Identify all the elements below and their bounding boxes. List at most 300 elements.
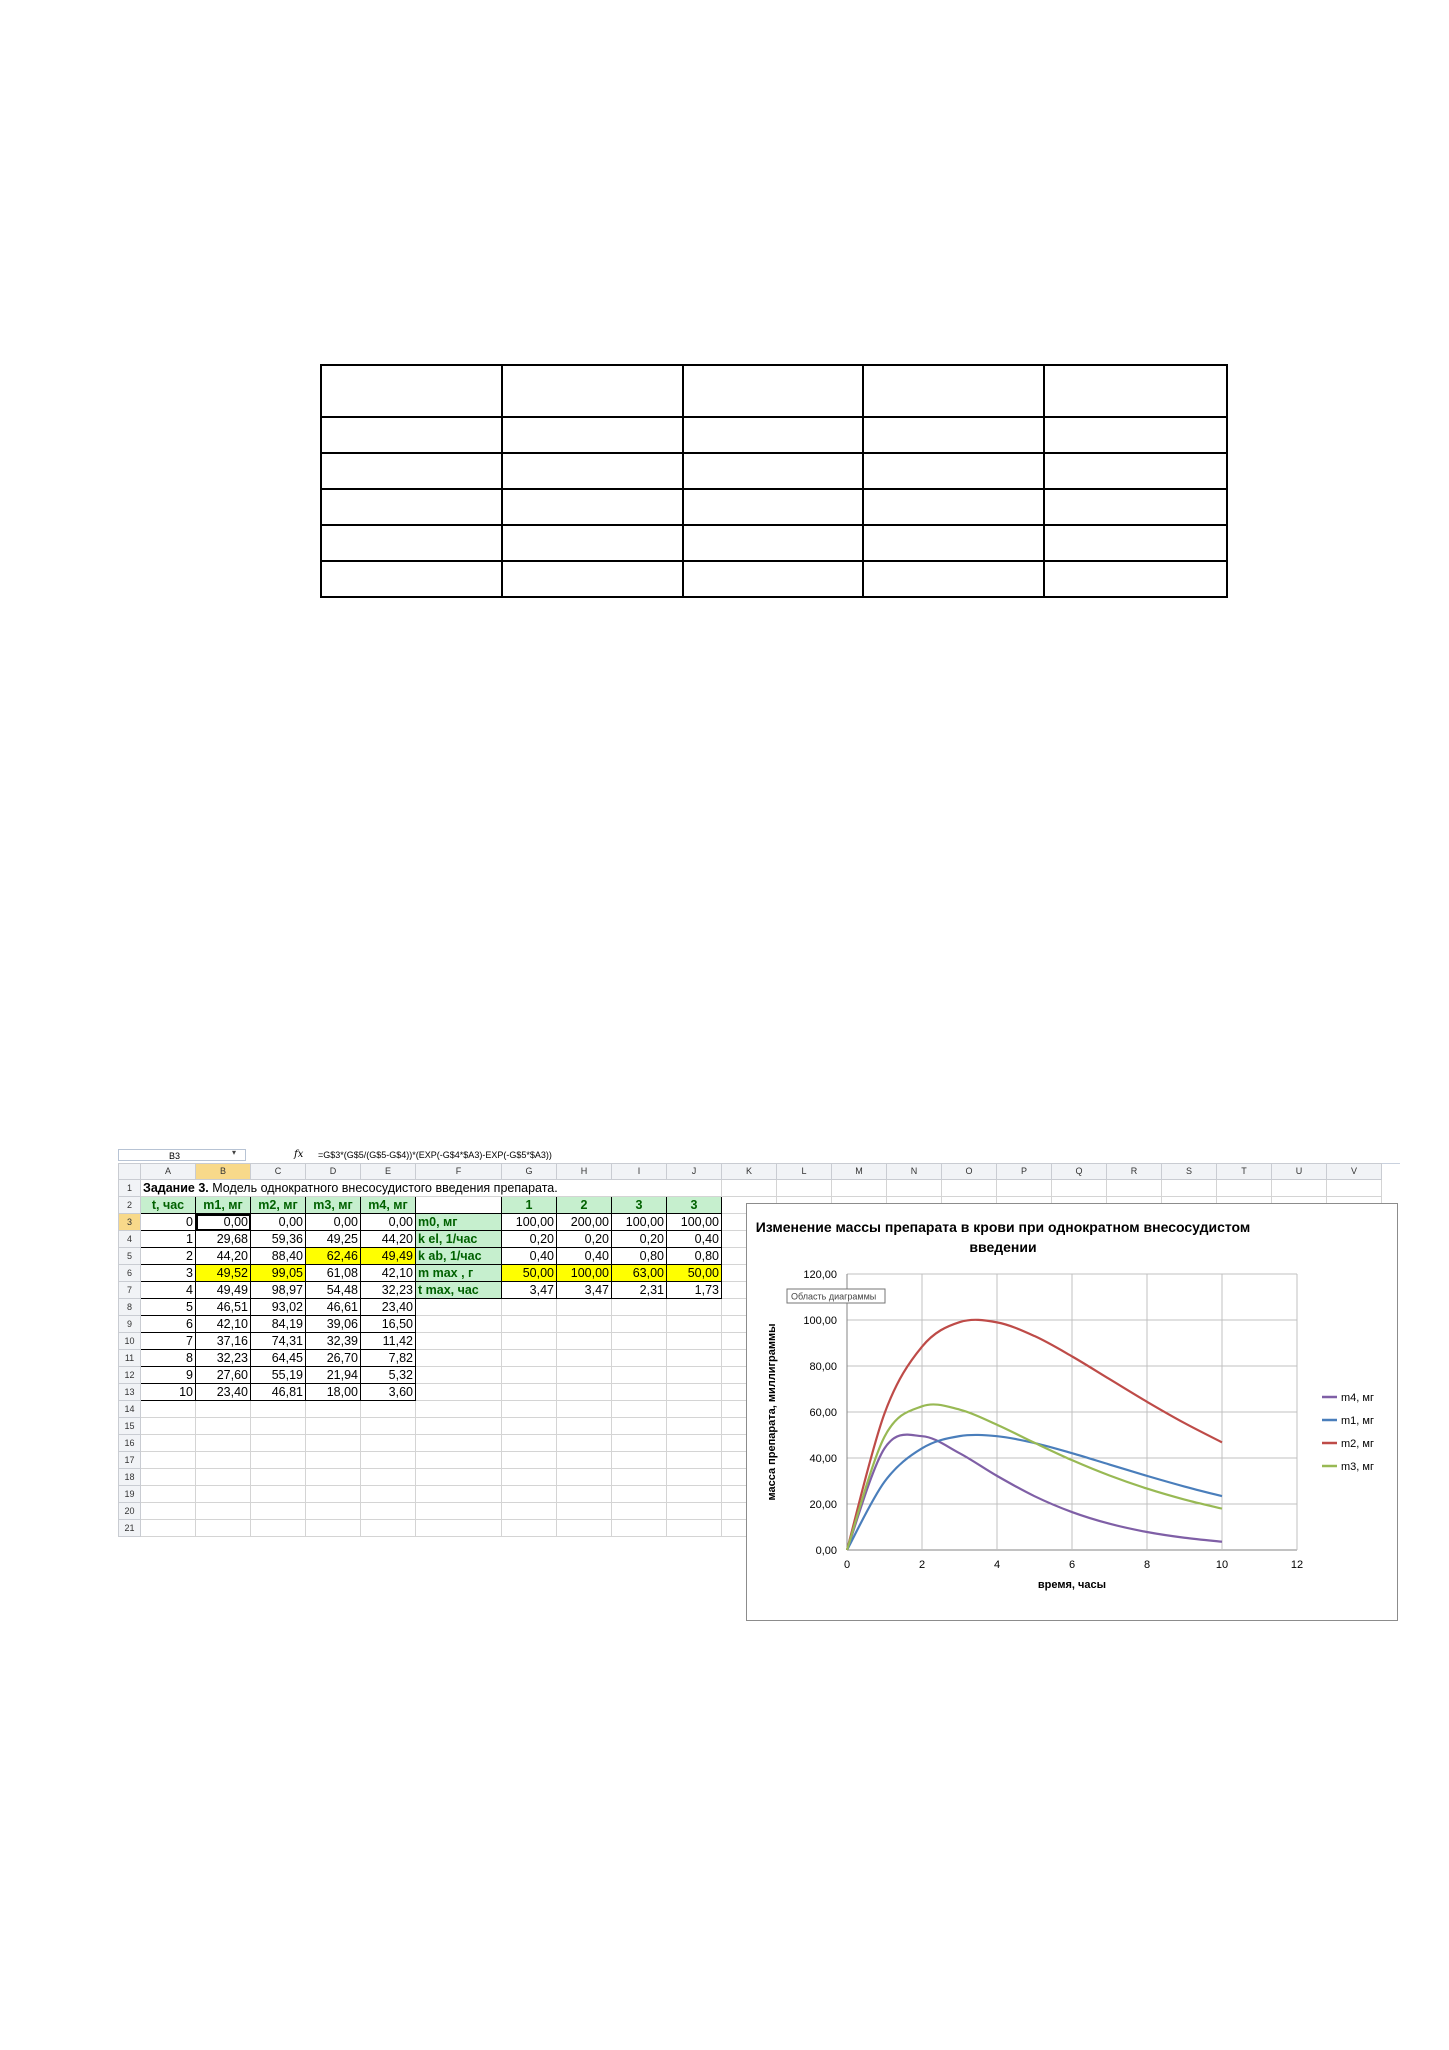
data-cell[interactable]: 0,00 [306, 1214, 361, 1231]
cell[interactable] [141, 1469, 196, 1486]
cell[interactable] [1052, 1180, 1107, 1197]
cell[interactable] [667, 1333, 722, 1350]
cell[interactable] [832, 1180, 887, 1197]
cell[interactable] [1162, 1180, 1217, 1197]
data-cell[interactable]: 61,08 [306, 1265, 361, 1282]
series-line [847, 1435, 1222, 1550]
cell[interactable] [557, 1503, 612, 1520]
param-value[interactable]: 50,00 [667, 1265, 722, 1282]
data-cell[interactable]: 84,19 [251, 1316, 306, 1333]
cell[interactable] [361, 1418, 416, 1435]
sheet-title[interactable] [141, 1180, 722, 1197]
cell[interactable] [557, 1486, 612, 1503]
column-header[interactable]: K [722, 1164, 777, 1180]
cell[interactable] [502, 1469, 557, 1486]
empty-cell [321, 525, 502, 561]
cell[interactable] [502, 1520, 557, 1537]
cell[interactable] [777, 1180, 832, 1197]
data-cell[interactable]: 49,49 [361, 1248, 416, 1265]
y-tick-label: 60,00 [809, 1407, 837, 1419]
param-value[interactable]: 0,20 [557, 1231, 612, 1248]
column-header[interactable]: P [997, 1164, 1052, 1180]
cell[interactable] [557, 1452, 612, 1469]
cell[interactable] [502, 1486, 557, 1503]
row-header[interactable]: 19 [119, 1486, 141, 1503]
column-header[interactable]: T [1217, 1164, 1272, 1180]
cell[interactable] [887, 1180, 942, 1197]
cell[interactable] [196, 1520, 251, 1537]
param-value[interactable]: 0,20 [612, 1231, 667, 1248]
data-cell[interactable]: 16,50 [361, 1316, 416, 1333]
column-header[interactable]: D [306, 1164, 361, 1180]
cell[interactable] [612, 1333, 667, 1350]
cell[interactable] [141, 1486, 196, 1503]
data-cell[interactable]: 18,00 [306, 1384, 361, 1401]
cell[interactable] [612, 1384, 667, 1401]
table-header-cell[interactable]: m4, мг [361, 1197, 416, 1214]
table-header-cell[interactable]: m2, мг [251, 1197, 306, 1214]
column-header[interactable]: E [361, 1164, 416, 1180]
empty-cell [1044, 489, 1227, 525]
column-header[interactable]: F [416, 1164, 502, 1180]
row-header[interactable]: 5 [119, 1248, 141, 1265]
data-cell[interactable]: 42,10 [361, 1265, 416, 1282]
cell[interactable] [667, 1418, 722, 1435]
data-cell[interactable]: 23,40 [361, 1299, 416, 1316]
cell[interactable] [667, 1384, 722, 1401]
cell[interactable] [557, 1367, 612, 1384]
cell[interactable] [502, 1299, 557, 1316]
cell[interactable] [612, 1503, 667, 1520]
param-value[interactable]: 2,31 [612, 1282, 667, 1299]
cell[interactable] [612, 1418, 667, 1435]
column-header[interactable]: S [1162, 1164, 1217, 1180]
cell[interactable] [416, 1520, 502, 1537]
cell[interactable] [416, 1469, 502, 1486]
data-cell[interactable]: 32,23 [196, 1350, 251, 1367]
param-value[interactable]: 100,00 [667, 1214, 722, 1231]
row-header[interactable]: 9 [119, 1316, 141, 1333]
cell[interactable] [1327, 1180, 1382, 1197]
cell[interactable] [306, 1486, 361, 1503]
param-value[interactable]: 0,40 [667, 1231, 722, 1248]
column-header[interactable]: V [1327, 1164, 1382, 1180]
empty-table-row [321, 525, 1227, 561]
cell[interactable] [667, 1435, 722, 1452]
column-header[interactable]: I [612, 1164, 667, 1180]
data-cell[interactable]: 46,81 [251, 1384, 306, 1401]
empty-cell [502, 561, 683, 597]
param-label[interactable]: k el, 1/час [416, 1231, 502, 1248]
data-cell[interactable]: 21,94 [306, 1367, 361, 1384]
data-cell[interactable]: 49,25 [306, 1231, 361, 1248]
column-header[interactable]: B [196, 1164, 251, 1180]
data-cell[interactable]: 29,68 [196, 1231, 251, 1248]
param-label[interactable]: t max, час [416, 1282, 502, 1299]
column-header[interactable]: Q [1052, 1164, 1107, 1180]
data-cell[interactable]: 3 [141, 1265, 196, 1282]
cell[interactable] [306, 1435, 361, 1452]
param-value[interactable]: 1,73 [667, 1282, 722, 1299]
cell[interactable] [1272, 1180, 1327, 1197]
cell[interactable] [361, 1401, 416, 1418]
cell[interactable] [416, 1486, 502, 1503]
cell[interactable] [557, 1384, 612, 1401]
table-header-cell[interactable]: m1, мг [196, 1197, 251, 1214]
cell[interactable] [667, 1503, 722, 1520]
param-value[interactable]: 200,00 [557, 1214, 612, 1231]
data-cell[interactable]: 8 [141, 1350, 196, 1367]
cell[interactable] [502, 1316, 557, 1333]
empty-cell [683, 417, 863, 453]
data-cell[interactable]: 88,40 [251, 1248, 306, 1265]
cell[interactable] [416, 1384, 502, 1401]
cell[interactable] [196, 1435, 251, 1452]
row-header[interactable]: 13 [119, 1384, 141, 1401]
row-header[interactable]: 10 [119, 1333, 141, 1350]
cell[interactable] [502, 1384, 557, 1401]
cell[interactable] [557, 1435, 612, 1452]
param-value[interactable]: 0,80 [612, 1248, 667, 1265]
cell[interactable] [502, 1367, 557, 1384]
data-cell[interactable]: 32,23 [361, 1282, 416, 1299]
column-header[interactable]: M [832, 1164, 887, 1180]
cell[interactable] [306, 1503, 361, 1520]
title-text: Модель однократного внесосудистого введения препарата. [208, 1181, 558, 1195]
cell[interactable] [502, 1401, 557, 1418]
cell[interactable] [667, 1520, 722, 1537]
empty-cell [863, 561, 1044, 597]
data-cell[interactable]: 0 [141, 1214, 196, 1231]
data-cell[interactable]: 74,31 [251, 1333, 306, 1350]
cell[interactable] [251, 1401, 306, 1418]
data-cell[interactable]: 26,70 [306, 1350, 361, 1367]
column-header[interactable]: O [942, 1164, 997, 1180]
y-tick-label: 0,00 [815, 1545, 837, 1557]
param-value[interactable]: 0,80 [667, 1248, 722, 1265]
data-cell[interactable]: 32,39 [306, 1333, 361, 1350]
cell[interactable] [251, 1469, 306, 1486]
data-cell[interactable]: 9 [141, 1367, 196, 1384]
param-value[interactable]: 100,00 [557, 1265, 612, 1282]
cell[interactable] [557, 1401, 612, 1418]
param-label[interactable]: m max , г [416, 1265, 502, 1282]
row-header[interactable]: 14 [119, 1401, 141, 1418]
cell[interactable] [557, 1520, 612, 1537]
row-header[interactable]: 15 [119, 1418, 141, 1435]
function-icon[interactable]: fx [294, 1149, 304, 1160]
param-header-cell[interactable]: 3 [667, 1197, 722, 1214]
y-tick-label: 40,00 [809, 1453, 837, 1465]
cell[interactable] [251, 1503, 306, 1520]
cell[interactable] [361, 1486, 416, 1503]
cell[interactable] [557, 1350, 612, 1367]
cell[interactable] [306, 1469, 361, 1486]
param-value[interactable]: 100,00 [502, 1214, 557, 1231]
empty-cell [502, 489, 683, 525]
data-cell[interactable]: 7,82 [361, 1350, 416, 1367]
data-cell[interactable]: 23,40 [196, 1384, 251, 1401]
data-cell[interactable]: 54,48 [306, 1282, 361, 1299]
column-header[interactable]: G [502, 1164, 557, 1180]
data-cell[interactable]: 44,20 [361, 1231, 416, 1248]
cell[interactable] [1217, 1180, 1272, 1197]
row-header[interactable]: 4 [119, 1231, 141, 1248]
cell[interactable] [612, 1316, 667, 1333]
cell[interactable] [612, 1350, 667, 1367]
row-header[interactable]: 18 [119, 1469, 141, 1486]
cell[interactable] [557, 1299, 612, 1316]
data-cell[interactable]: 49,52 [196, 1265, 251, 1282]
spreadsheet-screenshot [118, 1148, 1400, 1622]
cell[interactable] [612, 1520, 667, 1537]
column-header[interactable]: L [777, 1164, 832, 1180]
empty-cell [502, 453, 683, 489]
row-header[interactable]: 3 [119, 1214, 141, 1231]
cell[interactable] [667, 1316, 722, 1333]
cell[interactable] [196, 1452, 251, 1469]
row-header[interactable]: 17 [119, 1452, 141, 1469]
chart-area[interactable] [746, 1203, 1398, 1621]
empty-cell [683, 525, 863, 561]
row-header[interactable]: 20 [119, 1503, 141, 1520]
data-cell[interactable]: 44,20 [196, 1248, 251, 1265]
cell[interactable] [306, 1452, 361, 1469]
cell[interactable] [997, 1180, 1052, 1197]
cell[interactable] [251, 1435, 306, 1452]
row-header[interactable]: 11 [119, 1350, 141, 1367]
cell[interactable] [251, 1486, 306, 1503]
legend-label: m1, мг [1341, 1415, 1374, 1427]
data-cell[interactable]: 37,16 [196, 1333, 251, 1350]
cell[interactable] [416, 1452, 502, 1469]
cell[interactable] [141, 1401, 196, 1418]
cell[interactable] [612, 1367, 667, 1384]
param-header-cell[interactable]: 2 [557, 1197, 612, 1214]
x-axis-label: время, часы [1037, 1579, 1107, 1591]
cell[interactable] [251, 1452, 306, 1469]
cell[interactable] [416, 1333, 502, 1350]
cell[interactable] [557, 1418, 612, 1435]
data-cell[interactable]: 62,46 [306, 1248, 361, 1265]
cell[interactable] [251, 1418, 306, 1435]
data-cell[interactable]: 10 [141, 1384, 196, 1401]
data-cell[interactable]: 59,36 [251, 1231, 306, 1248]
data-cell[interactable]: 0,00 [361, 1214, 416, 1231]
data-cell[interactable]: 5 [141, 1299, 196, 1316]
cell[interactable] [196, 1418, 251, 1435]
param-value[interactable]: 3,47 [502, 1282, 557, 1299]
cell[interactable] [196, 1503, 251, 1520]
legend-label: m3, мг [1341, 1461, 1374, 1473]
data-cell[interactable]: 5,32 [361, 1367, 416, 1384]
cell[interactable] [722, 1180, 777, 1197]
data-cell[interactable]: 0,00 [251, 1214, 306, 1231]
empty-cell [863, 453, 1044, 489]
cell[interactable] [416, 1435, 502, 1452]
cell[interactable] [196, 1469, 251, 1486]
empty-cell [863, 489, 1044, 525]
data-cell[interactable]: 3,60 [361, 1384, 416, 1401]
data-cell[interactable]: 4 [141, 1282, 196, 1299]
cell[interactable] [667, 1469, 722, 1486]
empty-cell [502, 417, 683, 453]
cell[interactable] [667, 1367, 722, 1384]
empty-cell [502, 525, 683, 561]
cell[interactable] [196, 1401, 251, 1418]
column-header[interactable]: U [1272, 1164, 1327, 1180]
data-cell[interactable]: 6 [141, 1316, 196, 1333]
cell[interactable] [361, 1503, 416, 1520]
param-value[interactable]: 0,20 [502, 1231, 557, 1248]
cell[interactable] [667, 1401, 722, 1418]
cell[interactable] [612, 1299, 667, 1316]
cell[interactable] [141, 1452, 196, 1469]
x-tick-label: 12 [1290, 1559, 1304, 1571]
column-header-row [119, 1164, 1382, 1180]
cell[interactable] [141, 1435, 196, 1452]
cell[interactable] [361, 1452, 416, 1469]
cell[interactable] [612, 1486, 667, 1503]
cell[interactable] [141, 1520, 196, 1537]
column-header[interactable]: R [1107, 1164, 1162, 1180]
param-value[interactable]: 63,00 [612, 1265, 667, 1282]
row-header[interactable]: 2 [119, 1197, 141, 1214]
cell[interactable] [667, 1452, 722, 1469]
x-tick-label: 4 [993, 1559, 1001, 1571]
sheet-row [119, 1180, 1382, 1197]
column-header[interactable]: H [557, 1164, 612, 1180]
column-header[interactable]: A [141, 1164, 196, 1180]
data-cell[interactable]: 7 [141, 1333, 196, 1350]
column-header[interactable]: N [887, 1164, 942, 1180]
data-cell[interactable]: 49,49 [196, 1282, 251, 1299]
cell[interactable] [502, 1418, 557, 1435]
cell[interactable] [361, 1520, 416, 1537]
data-cell[interactable]: 1 [141, 1231, 196, 1248]
cell[interactable] [1107, 1180, 1162, 1197]
empty-cell [502, 365, 683, 417]
data-cell[interactable]: 98,97 [251, 1282, 306, 1299]
cell[interactable] [141, 1418, 196, 1435]
cell[interactable] [557, 1469, 612, 1486]
data-cell[interactable]: 46,51 [196, 1299, 251, 1316]
row-header[interactable]: 7 [119, 1282, 141, 1299]
cell[interactable] [416, 1197, 502, 1214]
cell[interactable] [141, 1503, 196, 1520]
column-header[interactable]: C [251, 1164, 306, 1180]
param-header-cell[interactable]: 3 [612, 1197, 667, 1214]
cell[interactable] [416, 1401, 502, 1418]
x-tick-label: 8 [1143, 1559, 1151, 1571]
data-cell[interactable]: 39,06 [306, 1316, 361, 1333]
cell[interactable] [416, 1367, 502, 1384]
cell[interactable] [612, 1435, 667, 1452]
cell[interactable] [502, 1435, 557, 1452]
data-cell[interactable]: 27,60 [196, 1367, 251, 1384]
empty-table-row [321, 561, 1227, 597]
x-tick-label: 0 [843, 1559, 851, 1571]
cell[interactable] [942, 1180, 997, 1197]
table-header-cell[interactable]: t, час [141, 1197, 196, 1214]
cell[interactable] [667, 1299, 722, 1316]
cell[interactable] [306, 1401, 361, 1418]
cell[interactable] [502, 1452, 557, 1469]
row-header[interactable]: 8 [119, 1299, 141, 1316]
param-value[interactable]: 50,00 [502, 1265, 557, 1282]
cell[interactable] [306, 1520, 361, 1537]
row-header[interactable]: 1 [119, 1180, 141, 1197]
cell[interactable] [612, 1452, 667, 1469]
empty-cell [683, 365, 863, 417]
empty-cell [1044, 365, 1227, 417]
cell[interactable] [416, 1316, 502, 1333]
cell[interactable] [361, 1435, 416, 1452]
legend-label: m4, мг [1341, 1392, 1374, 1404]
cell[interactable] [612, 1401, 667, 1418]
row-header[interactable]: 21 [119, 1520, 141, 1537]
empty-cell [863, 365, 1044, 417]
param-header-cell[interactable]: 1 [502, 1197, 557, 1214]
chevron-down-icon[interactable]: ▾ [232, 1148, 237, 1157]
cell[interactable] [416, 1418, 502, 1435]
row-header[interactable]: 12 [119, 1367, 141, 1384]
data-cell[interactable]: 64,45 [251, 1350, 306, 1367]
data-cell[interactable]: 42,10 [196, 1316, 251, 1333]
cell[interactable] [251, 1520, 306, 1537]
cell[interactable] [502, 1350, 557, 1367]
row-header[interactable]: 16 [119, 1435, 141, 1452]
row-header[interactable]: 6 [119, 1265, 141, 1282]
data-cell[interactable]: 99,05 [251, 1265, 306, 1282]
param-value[interactable]: 100,00 [612, 1214, 667, 1231]
empty-cell [321, 561, 502, 597]
cell[interactable] [612, 1469, 667, 1486]
cell[interactable] [557, 1333, 612, 1350]
cell[interactable] [667, 1486, 722, 1503]
cell[interactable] [416, 1503, 502, 1520]
name-box[interactable] [118, 1149, 246, 1161]
cell[interactable] [416, 1350, 502, 1367]
param-value[interactable]: 0,40 [557, 1248, 612, 1265]
formula-text[interactable]: =G$3*(G$5/(G$5-G$4))*(EXP(-G$4*$A3)-EXP(-G$5*$A3)) [318, 1150, 552, 1160]
empty-cell [683, 489, 863, 525]
data-cell[interactable]: 55,19 [251, 1367, 306, 1384]
table-header-cell[interactable]: m3, мг [306, 1197, 361, 1214]
cell[interactable] [502, 1333, 557, 1350]
cell[interactable] [361, 1469, 416, 1486]
data-cell[interactable]: 93,02 [251, 1299, 306, 1316]
data-cell[interactable]: 0,00 [196, 1214, 251, 1231]
data-cell[interactable]: 2 [141, 1248, 196, 1265]
select-all-corner[interactable] [119, 1164, 141, 1180]
param-label[interactable]: k ab, 1/час [416, 1248, 502, 1265]
param-value[interactable]: 3,47 [557, 1282, 612, 1299]
cell[interactable] [306, 1418, 361, 1435]
cell[interactable] [557, 1316, 612, 1333]
data-cell[interactable]: 11,42 [361, 1333, 416, 1350]
cell[interactable] [502, 1503, 557, 1520]
param-label[interactable]: m0, мг [416, 1214, 502, 1231]
empty-table-row [321, 365, 1227, 417]
cell[interactable] [416, 1299, 502, 1316]
empty-cell [1044, 453, 1227, 489]
param-value[interactable]: 0,40 [502, 1248, 557, 1265]
data-cell[interactable]: 46,61 [306, 1299, 361, 1316]
cell[interactable] [667, 1350, 722, 1367]
column-header[interactable]: J [667, 1164, 722, 1180]
cell[interactable] [196, 1486, 251, 1503]
